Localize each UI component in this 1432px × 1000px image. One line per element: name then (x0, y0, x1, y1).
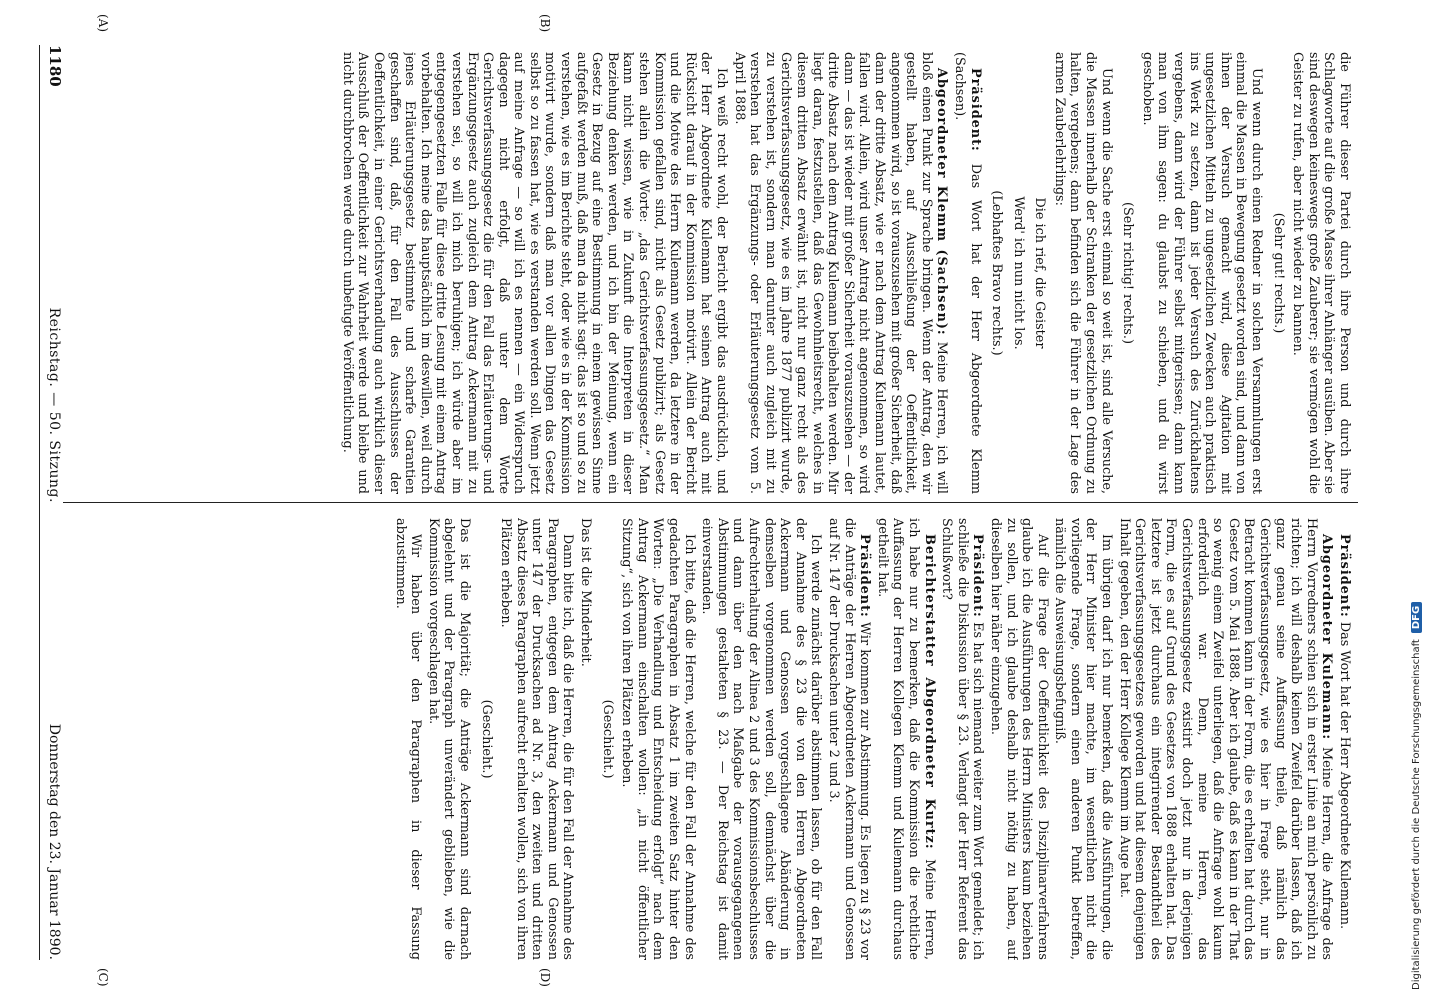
speech-text: Meine Herren, die Anfrage des Herrn Vorredners schien sich in erster Linie an mich persönlich zu richten; ich will deshalb keinen Zweifel darüber lassen, daß ich ganz genau seine Auffassung theile, daß nämlich das Gerichtsverfassungsgesetz, wie es hier in Frage steht, nur in Betracht kommen kann in der Form, die es erhalten hat durch das Gesetz vom 5. Mai 1888. Aber ich glaube, daß es kann in der That so wenig einem Zweifel unterliegen, daß die Anfrage wohl kaum erforderlich war. Denn, meine Herren, das Gerichtsverfassungsgesetz existirt doch jetzt nur in derjenigen Form, die es auf Grund des Gesetzes von 1888 erhalten hat. Das letztere ist jetzt durchaus ein integrirender Bestandtheil des Gerichtsverfassungsgesetzes geworden und hat diesem denjenigen Inhalt gegeben, den der Herr Kollege Klemm im Auge hat. (1116, 518, 1335, 960)
speech-text: Meine Herren, ich habe nur zu bemerken, daß die Kommission die rechtliche Auffassung der Herren Kollegen Klemm und Kulemann durchaus getheilt hat. (874, 518, 937, 960)
margin-label-c: (C) (96, 968, 110, 987)
speech-paragraph (731, 52, 949, 494)
paragraph: Im übrigen darf ich nur bemerken, daß die Ausführungen, die der Herr Minister hier machte, im wesentlichen nicht die vorliegende Frage, sondern einen anderen Punkt betreffen, nämlich die Ausweisungsbefugniß. (1052, 518, 1115, 960)
session-date: Donnerstag den 23. Januar 1890. (46, 723, 62, 960)
header-rule (39, 45, 40, 960)
speech-paragraph (825, 518, 872, 960)
speech-text: Das Wort hat der Herr Abgeordnete Kulemann. (1337, 621, 1352, 930)
margin-label-b: (B) (538, 14, 552, 33)
interjection: (Geschieht.) (599, 699, 615, 779)
paragraph: Ich weiß recht wohl, der Bericht ergibt das ausdrücklich, und der Herr Abgeordnete Kulemann hat seinen Antrag auch mit Rücksicht darauf in der Kommission motivirt. Allein der Bericht und die Motive des Herrn Kulemann werden, da letztere in der Kommission gefallen sind, nicht als Gesetz publizirt; als Gesetz stehen allein die Worte: „das Gerichtsverfassungsgesetz.“ Man kann nicht wissen, wie in Zukunft die Interpreten in dieser Beziehung denken werden, und ich bin der Meinung, wenn ein Gesetz in Bezug auf eine Bestimmung in einem gewissen Sinne aufgefaßt werden muß, daß man da nicht sagt: das ist so und so zu verstehen, wie es im Berichte steht, oder wie es in der Kommission motivirt wurde, sondern daß man vor allen Dingen das Gesetz selbst so zu fassen hat, wie es verstanden werden soll. Wenn jetzt auf meine Anfrage — so will ich es nennen — ein Widerspruch dagegen nicht erfolgt, daß unter dem Worte Gerichtsverfassungsgesetz die für den Fall das Erläuterungs- und Ergänzungsgesetz auch zugleich dem Antrag Ackermann mit zu verstehen sei, so will ich mich beruhigen; ich würde aber im entgegengesetzten Falle für diese dritte Lesung mit einem Antrag vorbehalten. Ich meine das hauptsächlich im deswillen, weil durch jenes Erläuterungsgesetz bestimmte und scharfe Garantien geschaffen sind, daß, für den Fall des Ausschlusses der Oeffentlichkeit, in einer Gerichtsverhandlung auch wirklich dieser Ausschluß der Oeffentlichkeit zur Wahrheit werde und bleibe und nicht durchbrochen werde durch unbefugte Veröffentlichung. (339, 52, 730, 494)
column-divider (63, 502, 1358, 503)
right-column (87, 518, 1352, 960)
interjection: (Geschieht.) (478, 699, 494, 779)
speaker-name: Berichterstatter Abgeordneter Kurtz: (921, 534, 937, 850)
speaker-name: Präsident: (967, 68, 983, 152)
paragraph: Und wenn die Sache erst einmal so weit ist, sind alle Versuche, die Massen innerhalb der Schranken der gesetzlichen Ordnung zu halten, vergebens; dann befinden sich die Führer in der Lage des armen Zauberlehrlings: (1051, 52, 1114, 494)
speech-paragraph (874, 518, 936, 960)
paragraph: Wir haben über den Paragraphen in dieser Fassung abzustimmen. (392, 518, 424, 960)
speaker-name: Präsident: (1337, 534, 1352, 618)
speech-text: Es hat sich niemand weiter zum Wort gemeldet; ich schließe die Diskussion über § 23. Verlangt der Herr Referent das Schlußwort? (939, 518, 986, 960)
margin-label-d: (D) (538, 968, 552, 987)
speech-text: Meine Herren, ich will bloß einen Punkt zur Sprache bringen. Wenn der Antrag, den wir gestellt haben, auf Ausschließung der Oeffentlichkeit, angenommen wird, so ist vorauszusehen mit großer Sicherheit, daß dann der dritte Absatz, wie er nach dem Antrag Kulemann lautet, fallen wird. Allein, wird unser Antrag nicht angenommen, so wird dann — das ist wieder mit großer Sicherheit vorauszusehen — der dritte Absatz nach dem Antrag Kulemann beibehalten werden. Mir liegt daran, festzustellen, daß das Gewohnheitsrecht, welches in diesem dritten Absatz erwähnt ist, nicht nur ganz recht als des Gerichtsverfassungsgesetz, wie es im Jahre 1877 publizirt wurde, zu verstehen ist, sondern man darunter auch zugleich mit zu verstehen hat das Ergänzungs- oder Erläuterungsgesetz vom 5. April 1888. (731, 52, 950, 494)
speech-paragraph (939, 518, 986, 960)
paragraph: Das ist die Minderheit. (578, 518, 594, 667)
speaker-name: Präsident: (970, 534, 986, 618)
speech-paragraph (1116, 518, 1334, 960)
speech-text: Wir kommen zur Abstimmung. Es liegen zu § 23 vor die Anträge der Herren Abgeordneten Ackermann und Genossen auf Nr. 147 der Drucksachen unter 2 und 3. (826, 518, 873, 960)
paragraph: Ich bitte, daß die Herren, welche für den Fall der Annahme des gedachten Paragraphen in Absatz 1 im zweiten Satz hinter den Worten: „Die Verhandlung und Entscheidung erfolgt“ nach dem Antrag Ackermann einschalten wollen: „in nicht öffentlicher Sitzung“, sich von ihren Plätzen erheben. (619, 518, 697, 960)
speaker-name: Abgeordneter Kulemann: (1319, 534, 1335, 741)
page-header (42, 45, 64, 960)
speaker-name: Abgeordneter Klemm (Sachsen): (934, 68, 950, 336)
interjection: (Lebhaftes Bravo rechts.) (989, 190, 1005, 356)
paragraph: Dann bitte ich, daß die Herren, die für den Fall der Annahme des Paragraphen, entgegen dem Antrag Ackermann und Genossen unter 147 der Drucksachen ad Nr. 3, den zweiten und dritten Absatz dieses Paragraphen aufrecht erhalten wollen, sich von ihren Plätzen erheben. (498, 518, 576, 960)
speech-paragraph (1336, 518, 1352, 960)
paragraph: Auf die Frage der Oeffentlichkeit des Disziplinarverfahrens glaube ich die Ausführungen des Herrn Ministers kaum beziehen zu sollen, und ich glaube deshalb nicht nöthig zu haben, auf dieselben hier näher einzugehen. (987, 518, 1050, 960)
verse-line: Die ich rief, die Geister (1032, 197, 1048, 349)
speaker-name: Präsident: (857, 534, 873, 618)
speech-paragraph (951, 52, 982, 494)
interjection: (Sehr richtig! rechts.) (1120, 202, 1136, 344)
digitization-credit (1405, 10, 1427, 990)
paragraph: Und wenn durch einen Redner in solchen Versammlungen erst einmal die Massen in Bewegung gesetzt worden sind, und dann von ihnen der Versuch gemacht wird, diese Agitation mit ungesetzlichen Mitteln zu ungesetzlichen Zwecken auch praktisch ins Werk zu setzen, dann ist jeder Versuch des Zurückhaltens vergebens, dann wird der Führer selbst mitgerissen; dann kann man von ihm sagen: du glaubst zu schieben, und du wirst geschoben. (1139, 52, 1265, 494)
left-column (87, 52, 1352, 494)
paragraph: die Führer dieser Partei durch ihre Person und durch ihre Schlagworte auf die große Masse ihrer Anhänger ausüben. Aber sie sind deswegen keineswegs große Zauberer; sie vermögen wohl die Geister zu rufen, aber nicht wieder zu bannen. (1290, 52, 1352, 494)
interjection: (Sehr gut! rechts.) (1270, 212, 1286, 334)
verse-line: Werd' ich nun nicht los. (1010, 196, 1026, 350)
speech-text: Das Wort hat der Herr Abgeordnete Klemm (Sachsen). (951, 52, 983, 494)
paragraph: Ich werde zunächst darüber abstimmen lassen, ob für den Fall der Annahme des § 23 die von den Herren Abgeordneten Ackermann und Genossen vorgeschlagene Abänderung in demselben vorgenommen werden soll, demnächst über die Aufrechterhaltung der Alinea 2 und 3 des Kommissionsbeschlusses und dann über den nach Maßgabe der vorausgegangenen Abstimmungen gestalteten § 23. — Der Reichstag ist damit einverstanden. (699, 518, 824, 960)
margin-label-a: (A) (96, 14, 110, 33)
dfg-logo: DFG (1411, 602, 1422, 633)
page-number: 1180 (46, 45, 64, 87)
session-title: Reichstag. — 50. Sitzung. (46, 307, 62, 503)
paragraph: Das ist die Majorität; die Anträge Ackermann sind darnach abgelehnt und der Paragraph unverändert geblieben, wie die Kommission vorgeschlagen hat. (425, 518, 472, 960)
credit-text: Digitalisierung gefördert durch die Deutsche Forschungsgemeinschaft (1410, 639, 1422, 990)
